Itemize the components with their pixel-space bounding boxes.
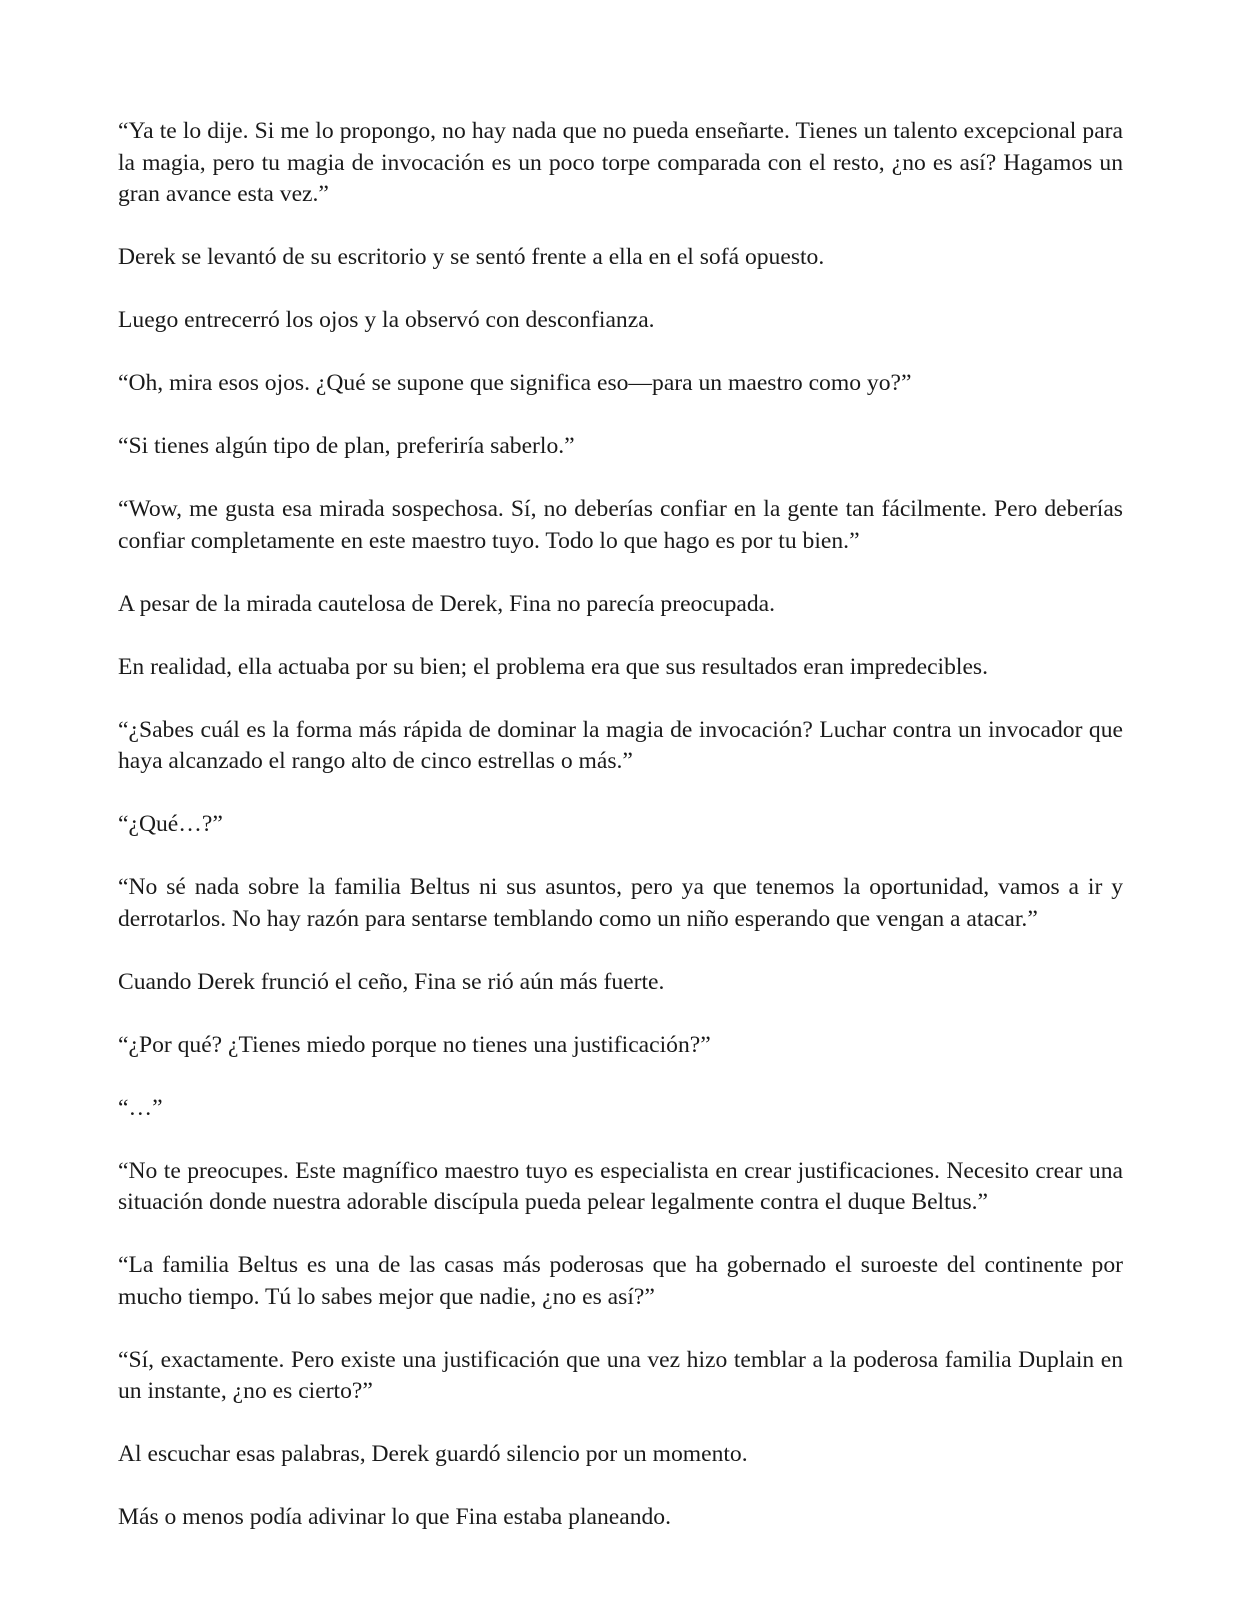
paragraph-9: “¿Sabes cuál es la forma más rápida de dominar la magia de invocación? Luchar contra un invocador que haya alcanzado el rango alto de cinco estrellas o más.” — [118, 716, 1123, 774]
paragraph-19: Más o menos podía adivinar lo que Fina estaba planeando. — [118, 1504, 672, 1530]
paragraph-5: “Si tienes algún tipo de plan, preferiría saberlo.” — [118, 433, 575, 459]
paragraph-1: “Ya te lo dije. Si me lo propongo, no hay nada que no pueda enseñarte. Tienes un talento excepcional para la magia, pero tu magia de invocación es un poco torpe comparada con el resto, ¿no es así? Hagamos un gran avance esta vez.” — [118, 118, 1123, 207]
paragraph-6: “Wow, me gusta esa mirada sospechosa. Sí, no deberías confiar en la gente tan fácilmente. Pero deberías confiar completamente en este maestro tuyo. Todo lo que hago es por tu bien.” — [118, 496, 1123, 554]
paragraph-11: “No sé nada sobre la familia Beltus ni sus asuntos, pero ya que tenemos la oportunidad, vamos a ir y derrotarlos. No hay razón para sentarse temblando como un niño esperando que vengan a atacar.” — [118, 874, 1123, 932]
paragraph-10: “¿Qué…?” — [118, 811, 223, 837]
paragraph-18: Al escuchar esas palabras, Derek guardó silencio por un momento. — [118, 1441, 748, 1467]
paragraph-12: Cuando Derek frunció el ceño, Fina se rió aún más fuerte. — [118, 968, 665, 995]
paragraph-15: “No te preocupes. Este magnífico maestro tuyo es especialista en crear justificaciones. Necesito crear una situación donde nuestra adorable discípula pueda pelear legalmente contra el duque Beltus.” — [118, 1157, 1123, 1215]
paragraph-16: “La familia Beltus es una de las casas más poderosas que ha gobernado el suroeste del continente por mucho tiempo. Tú lo sabes mejor que nadie, ¿no es así?” — [118, 1252, 1123, 1310]
paragraph-8: En realidad, ella actuaba por su bien; el problema era que sus resultados eran impredecibles. — [118, 653, 989, 680]
paragraph-4: “Oh, mira esos ojos. ¿Qué se supone que significa eso—para un maestro como yo?” — [118, 370, 912, 396]
paragraph-7: A pesar de la mirada cautelosa de Derek, Fina no parecía preocupada. — [118, 590, 776, 617]
paragraph-2: Derek se levantó de su escritorio y se sentó frente a ella en el sofá opuesto. — [118, 244, 825, 270]
paragraph-14: “…” — [118, 1094, 163, 1121]
paragraph-17: “Sí, exactamente. Pero existe una justificación que una vez hizo temblar a la poderosa familia Duplain en un instante, ¿no es cierto?” — [118, 1346, 1123, 1404]
paragraph-13: “¿Por qué? ¿Tienes miedo porque no tienes una justificación?” — [118, 1031, 711, 1058]
paragraph-3: Luego entrecerró los ojos y la observó con desconfianza. — [118, 307, 655, 333]
